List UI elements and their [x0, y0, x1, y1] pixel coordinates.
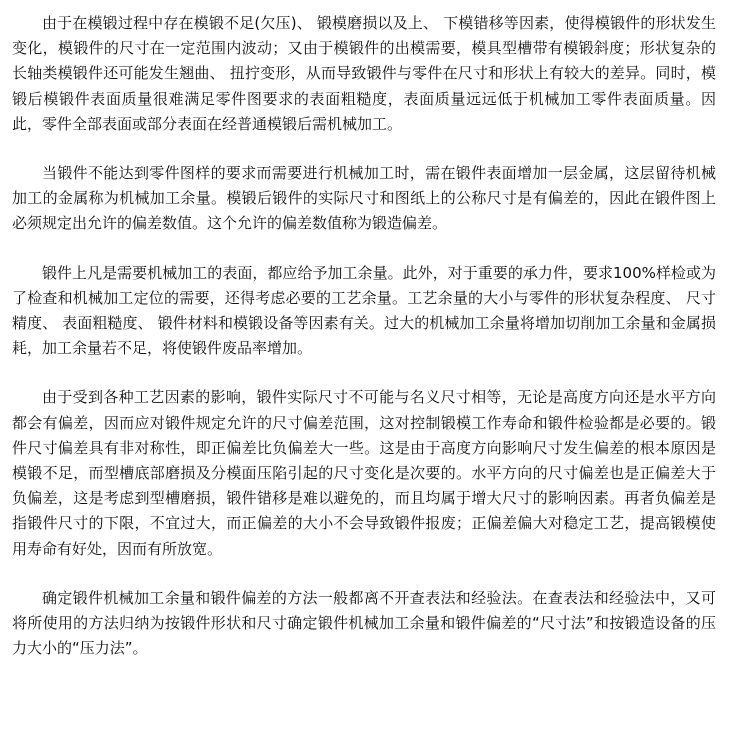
paragraph-process-allowance: 锻件上凡是需要机械加工的表面，都应给予加工余量。此外，对于重要的承力件，要求100%样检或为了检查和机械加工定位的需要，还得考虑必要的工艺余量。工艺余量的大小与零件的形状复杂程度、 尺寸精度、 表面粗糙度、 锻件材料和模锻设备等因素有关。过大的机械加工余量将增加切削加工余量和金属损耗，加工余量若不足，将使锻件废品率增加。: [12, 263, 716, 358]
paragraph-dimension-tolerance: 由于受到各种工艺因素的影响，锻件实际尺寸不可能与名义尺寸相等，无论是高度方向还是水平方向都会有偏差，因而应对锻件规定允许的尺寸偏差范围，这对控制锻模工作寿命和锻件检验都是必要的。锻件尺寸偏差具有非对称性，即正偏差比负偏差大一些。这是由于高度方向影响尺寸发生偏差的根本原因是模锻不足，而型槽底部磨损及分模面压陷引起的尺寸变化是次要的。水平方向的尺寸偏差也是正偏差大于负偏差，这是考虑到型槽磨损，锻件错移是难以避免的，而且均属于增大尺寸的影响因素。再者负偏差是指锻件尺寸的下限，不宜过大，而正偏差的大小不会导致锻件报废；正偏差偏大对稳定工艺，提高锻模使用寿命有好处，因而有所放宽。: [12, 388, 716, 558]
article-body: [12, 11, 716, 661]
paragraph-determination-methods: 确定锻件机械加工余量和锻件偏差的方法一般都离不开查表法和经验法。在查表法和经验法中，又可将所使用的方法归纳为按锻件形状和尺寸确定锻件机械加工余量和锻件偏差的“尺寸法”和按锻造设备的压力大小的“压力法”。: [12, 588, 716, 658]
paragraph-machining-allowance-definition: 当锻件不能达到零件图样的要求而需要进行机械加工时，需在锻件表面增加一层金属，这层留待机械加工的金属称为机械加工余量。模锻后锻件的实际尺寸和图纸上的公称尺寸是有偏差的，因此在锻件图上必须规定出允许的偏差数值。这个允许的偏差数值称为锻造偏差。: [12, 164, 716, 233]
paragraph-forging-deviation-causes: 由于在模锻过程中存在模锻不足(欠压)、 锻模磨损以及上、 下模错移等因素，使得模锻件的形状发生变化，模锻件的尺寸在一定范围内波动；又由于模锻件的出模需要，模具型槽带有模锻斜度；形状复杂的长轴类模锻件还可能发生翘曲、 扭拧变形，从而导致锻件与零件在尺寸和形状上有较大的差异。同时，模锻后模锻件表面质量很难满足零件图要求的表面粗糙度，表面质量远远低于机械加工零件表面质量。因此，零件全部表面或部分表面在经普通模锻后需机械加工。: [12, 14, 716, 133]
